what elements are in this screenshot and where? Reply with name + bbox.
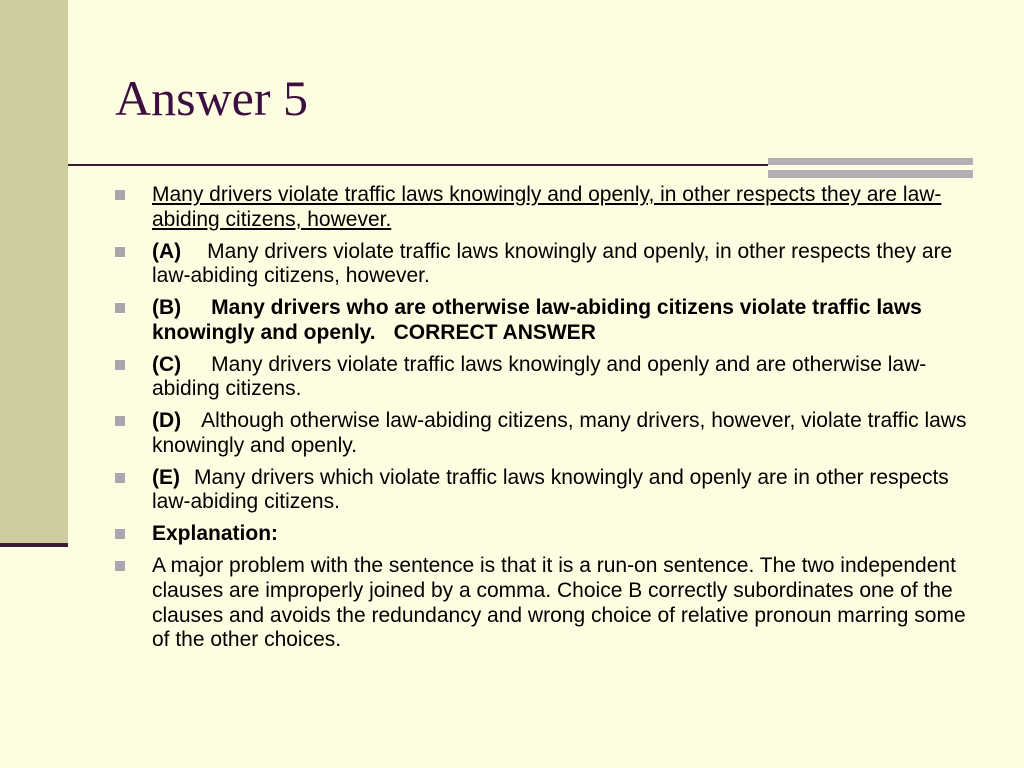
side-band-decoration <box>0 0 68 544</box>
list-item <box>112 240 972 289</box>
choice-text: Although otherwise law-abiding citizens, many drivers, however, violate traffic laws knowingly and openly. <box>152 409 967 457</box>
slide-title: Answer 5 <box>115 70 309 126</box>
choice-label: (B) <box>152 296 182 320</box>
choice-label: (D) <box>152 409 182 433</box>
square-bullet-icon <box>115 247 125 257</box>
list-item <box>112 409 972 458</box>
square-bullet-icon <box>115 190 125 200</box>
question-sentence: Many drivers violate traffic laws knowingly and openly, in other respects they are law-abiding citizens, however. <box>152 183 942 231</box>
choice-text: Many drivers violate traffic laws knowingly and openly, in other respects they are law-abiding citizens, however. <box>152 239 953 288</box>
square-bullet-icon <box>115 473 125 483</box>
list-item <box>112 353 972 402</box>
choice-text: Many drivers who are otherwise law-abiding citizens violate traffic laws knowingly and openly. <box>152 296 922 344</box>
square-bullet-icon <box>115 360 125 370</box>
explanation-text: A major problem with the sentence is that it is a run-on sentence. The two independent clauses are improperly joined by a comma. Choice B correctly subordinates one of the clauses and avoids the redundancy and wrong choice of relative pronoun marring some of the other choices. <box>152 554 966 652</box>
list-item <box>112 522 972 547</box>
choice-text: Many drivers violate traffic laws knowingly and openly and are otherwise law-abiding citizens. <box>152 352 927 401</box>
square-bullet-icon <box>115 561 125 571</box>
square-bullet-icon <box>115 416 125 426</box>
list-item <box>112 554 972 652</box>
choice-label: (E) <box>152 465 180 489</box>
correct-answer-tag: CORRECT ANSWER <box>393 320 596 344</box>
explanation-heading: Explanation: <box>152 522 279 546</box>
choice-label: (C) <box>152 352 182 376</box>
list-item <box>112 183 972 232</box>
square-bullet-icon <box>115 529 125 539</box>
side-band-rule <box>0 543 68 547</box>
square-bullet-icon <box>115 303 125 313</box>
list-item <box>112 296 972 345</box>
choice-text: Many drivers which violate traffic laws knowingly and openly are in other respects law-abiding citizens. <box>152 465 949 514</box>
choice-label: (A) <box>152 239 182 263</box>
title-divider <box>68 164 768 166</box>
list-item <box>112 466 972 515</box>
title-accent-bars <box>768 158 973 178</box>
bullet-list <box>112 183 972 660</box>
